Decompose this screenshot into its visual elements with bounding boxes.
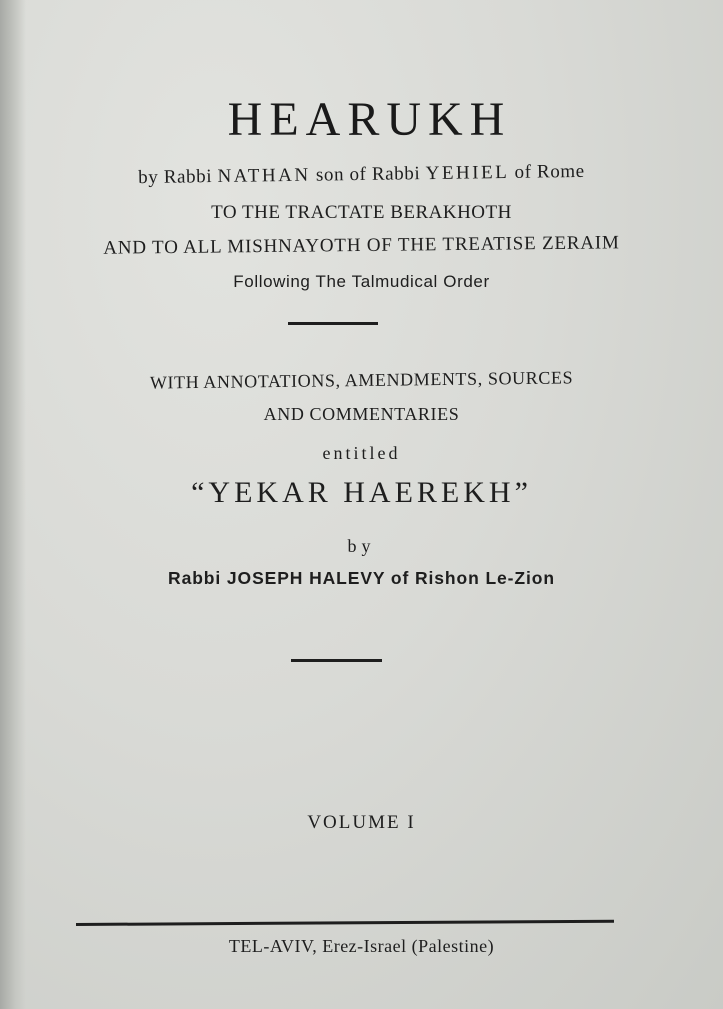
rabbi-word: Rabbi xyxy=(371,163,421,185)
of-word: of xyxy=(514,161,532,183)
imprint-line: TEL-AVIV, Erez-Israel (Palestine) xyxy=(228,936,495,956)
author-credit-line xyxy=(0,159,723,191)
imprint-rule xyxy=(76,920,614,926)
by-line: by xyxy=(347,536,376,556)
mishnayoth-line: AND TO ALL MISHNAYOTH OF THE TREATISE ZERAIM xyxy=(103,232,620,259)
entitled-word: entitled xyxy=(322,443,401,463)
book-title: HEARUKH xyxy=(227,93,512,146)
volume-label: VOLUME I xyxy=(307,812,416,833)
son-of-words: son of xyxy=(315,163,367,186)
by-word: by xyxy=(138,166,159,189)
father-name: YEHIEL xyxy=(425,161,510,185)
commentary-title: “YEKAR HAEREKH” xyxy=(191,476,532,509)
order-line: Following The Talmudical Order xyxy=(233,272,490,291)
annotations-line: WITH ANNOTATIONS, AMENDMENTS, SOURCES xyxy=(149,367,574,393)
divider-rule xyxy=(291,659,382,662)
tractate-line: TO THE TRACTATE BERAKHOTH xyxy=(211,202,512,223)
origin-place: Rome xyxy=(536,160,585,183)
commentaries-line: AND COMMENTARIES xyxy=(263,404,460,424)
divider-rule xyxy=(288,322,378,325)
commentator-line: Rabbi JOSEPH HALEVY of Rishon Le-Zion xyxy=(168,568,555,588)
author-name: NATHAN xyxy=(217,164,311,188)
rabbi-word: Rabbi xyxy=(163,166,213,188)
